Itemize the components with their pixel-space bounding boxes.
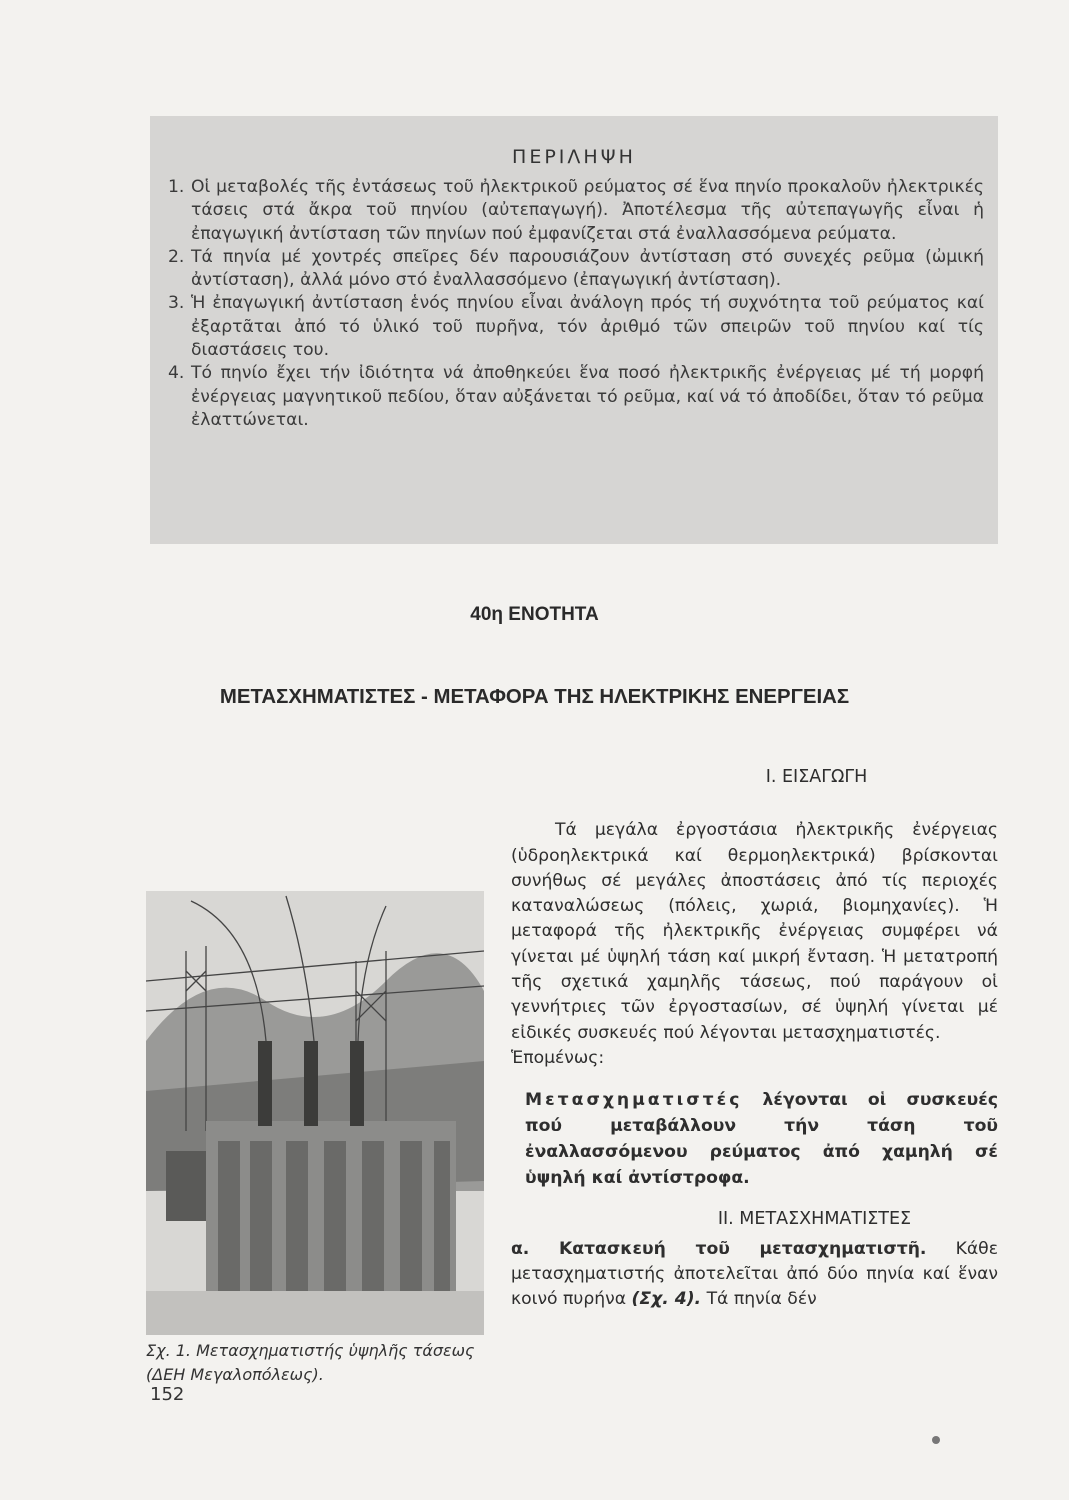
summary-item-text: Ἡ ἐπαγωγική ἀντίσταση ἑνός πηνίου εἶναι ἀνάλογη πρός τή συχνότητα τοῦ ρεύματος καί ἐξαρτᾶται ἀπό τό ὑλικό τοῦ πυρῆνα, τόν ἀριθμό τῶν σπειρῶν τοῦ πηνίου καί τίς διαστάσεις του. (191, 293, 984, 361)
summary-item-number: 3. (168, 293, 185, 314)
section-heading-transformers: ΙΙ. ΜΕΤΑΣΧΗΜΑΤΙΣΤΕΣ (717, 1209, 912, 1230)
section-heading-introduction: Ι. ΕΙΣΑΓΩΓΗ (765, 767, 868, 787)
figure-caption: Σχ. 1. Μετασχηματιστής ὑψηλῆς τάσεως (ΔΕΗ Μεγαλοπόλεως). (146, 1341, 475, 1384)
unit-heading: 40η ΕΝΟΤΗΤΑ (470, 604, 599, 625)
summary-item (164, 292, 984, 362)
main-text-column (511, 765, 998, 1312)
summary-item-number: 1. (168, 177, 185, 197)
intro-paragraph: Τά μεγάλα ἐργοστάσια ἠλεκτρικῆς ἐνέργειας (ὑδροηλεκτρικά καί θερμοηλεκτρικά) βρίσκονται συνήθως σέ μεγάλες ἀποστάσεις ἀπό τίς περιοχές καταναλώσεως (πόλεις, χωριά, βιομηχανίες). Ἡ μεταφορά τῆς ἠλεκτρικῆς ἐνέργειας συμφέρει νά γίνεται μέ ὑψηλή τάση καί μικρή ἔνταση. Ἡ μετατροπή τῆς σχετικά χαμηλῆς τάσεως, πού παράγουν οἱ γεννήτριες τῶν ἐργοστασίων, σέ ὑψηλή γίνεται μέ εἰδικές συσκευές πού λέγονται μετασχηματιστές. (511, 820, 998, 1043)
summary-item (164, 176, 984, 246)
summary-box (150, 116, 998, 544)
construction-text: Κάθε μετασχηματιστής ἀποτελεῖται ἀπό δύο πηνία καί ἕναν κοινό πυρήνα (511, 1238, 998, 1310)
transformer-photo (146, 891, 484, 1335)
definition-block (511, 1087, 998, 1191)
therefore-line: Ἑπομένως: (511, 1047, 605, 1068)
summary-item-number: 4. (168, 363, 185, 384)
construction-paragraph (511, 1237, 998, 1313)
summary-item (164, 362, 984, 432)
construction-text-continued: Τά πηνία δέν (706, 1289, 817, 1310)
definition-term: Μετασχηματιστές (525, 1090, 743, 1111)
construction-heading: α. Κατασκευή τοῦ μετασχηματιστῆ. (511, 1238, 927, 1259)
summary-item (164, 246, 984, 293)
print-speck (932, 1436, 940, 1444)
summary-item-number: 2. (168, 246, 185, 267)
definition-text: λέγονται οἱ συσκευές πού μεταβάλλουν τήν τάση τοῦ ἐναλλασσόμενου ρεύματος ἀπό χαμηλή σέ ὑψηλή καί ἀντίστροφα. (525, 1090, 999, 1189)
summary-list (164, 176, 984, 432)
summary-title: ΠΕΡΙΛΗΨΗ (512, 146, 636, 168)
page-number: 152 (150, 1384, 185, 1405)
chapter-title: ΜΕΤΑΣΧΗΜΑΤΙΣΤΕΣ - ΜΕΤΑΦΟΡΑ ΤΗΣ ΗΛΕΚΤΡΙΚΗΣ ΕΝΕΡΓΕΙΑΣ (219, 686, 850, 708)
summary-item-text: Τό πηνίο ἔχει τήν ἰδιότητα νά ἀποθηκεύει ἕνα ποσό ἠλεκτρικῆς ἐνέργειας μέ τή μορφή ἐνέργειας μαγνητικοῦ πεδίου, ὅταν αὐξάνεται τό ρεῦμα, καί νά τό ἀποδίδει, ὅταν τό ρεῦμα ἐλαττώνεται. (191, 363, 984, 430)
figure-reference: (Σχ. 4). (631, 1289, 702, 1310)
summary-item-text: Τά πηνία μέ χοντρές σπεῖρες δέν παρουσιάζουν ἀντίσταση στό συνεχές ρεῦμα (ὠμική ἀντίσταση), ἀλλά μόνο στό ἐναλλασσόμενο (ἐπαγωγική ἀντίσταση). (191, 246, 984, 291)
summary-item-text: Οἱ μεταβολές τῆς ἐντάσεως τοῦ ἠλεκτρικοῦ ρεύματος σέ ἕνα πηνίο προκαλοῦν ἠλεκτρικές τάσεις στά ἄκρα τοῦ πηνίου (αὐτεπαγωγή). Ἀποτέλεσμα τῆς αὐτεπαγωγῆς εἶναι ἡ ἐπαγωγική ἀντίσταση τῶν πηνίων πού ἐμφανίζεται στά ἐναλλασσόμενα ρεύματα. (191, 177, 984, 244)
